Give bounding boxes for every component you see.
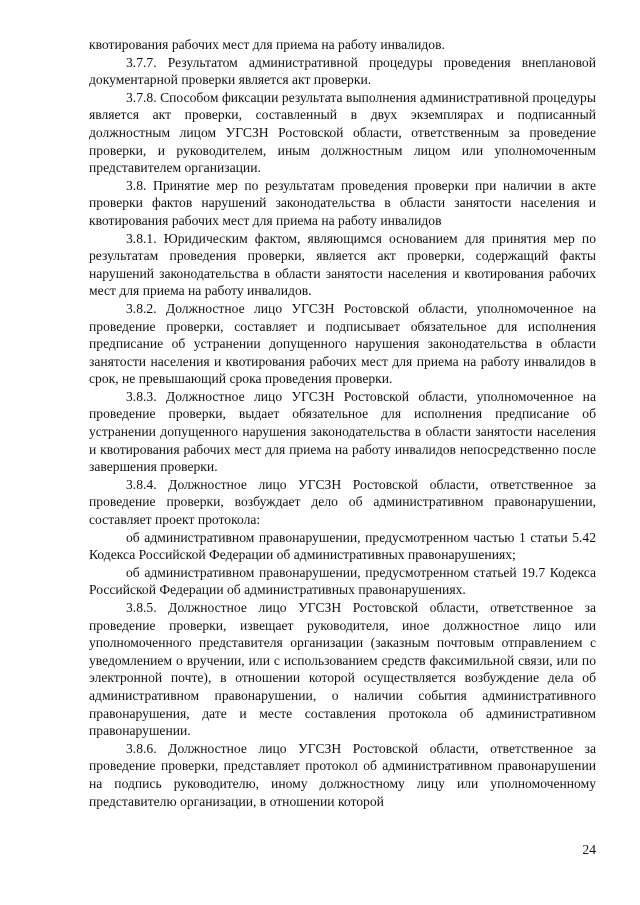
paragraph-3-8-4: 3.8.4. Должностное лицо УГСЗН Ростовской области, ответственное за проведение проверки, возбуждает дело об административном правонарушении, составляет проект протокола: xyxy=(89,476,596,528)
list-item-article-5-42: об административном правонарушении, предусмотренном частью 1 статьи 5.42 Кодекса Российской Федерации об административных правонарушениях; xyxy=(89,529,596,563)
paragraph-3-8-6: 3.8.6. Должностное лицо УГСЗН Ростовской области, ответственное за проведение проверки, представляет протокол об административном правонарушении на подпись руководителю, иному должностному лицу или уполномоченному представителю организации, в отношении которой xyxy=(89,740,596,809)
paragraph-3-7-7: 3.7.7. Результатом административной процедуры проведения внеплановой документарной проверки является акт проверки. xyxy=(89,54,596,88)
paragraph-3-8-1: 3.8.1. Юридическим фактом, являющимся основанием для принятия мер по результатам проведения проверки, является акт проверки, содержащий факты нарушений законодательства в области занятости населения и квотирования рабочих мест для приема на работу инвалидов. xyxy=(89,230,596,299)
paragraph-3-7-8: 3.7.8. Способом фиксации результата выполнения административной процедуры является акт проверки, составленный в двух экземплярах и подписанный должностным лицом УГСЗН Ростовской области, ответственным за проведение проверки, и руководителем, иным должностным лицом или уполномоченным представителем организации. xyxy=(89,89,596,176)
paragraph-3-8-3: 3.8.3. Должностное лицо УГСЗН Ростовской области, уполномоченное на проведение проверки, выдает обязательное для исполнения предписание об устранении допущенного нарушения законодательства в области занятости населения и квотирования рабочих мест для приема на работу инвалидов непосредственно после завершения проверки. xyxy=(89,388,596,475)
paragraph-3-8-2: 3.8.2. Должностное лицо УГСЗН Ростовской области, уполномоченное на проведение проверки, составляет и подписывает обязательное для исполнения предписание об устранении допущенного нарушения законодательства в области занятости населения и квотирования рабочих мест для приема на работу инвалидов в срок, не превышающий срока проведения проверки. xyxy=(89,300,596,387)
paragraph-3-8: 3.8. Принятие мер по результатам проведения проверки при наличии в акте проверки фактов нарушений законодательства в области занятости населения и квотирования рабочих мест для приема на работу инвалидов xyxy=(89,177,596,228)
list-item-article-19-7: об административном правонарушении, предусмотренном статьей 19.7 Кодекса Российской Федерации об административных правонарушениях. xyxy=(89,564,596,598)
page-number: 24 xyxy=(582,842,596,857)
paragraph-3-8-5: 3.8.5. Должностное лицо УГСЗН Ростовской области, ответственное за проведение проверки, извещает руководителя, иное должностное лицо или уполномоченного представителя организации (заказным почтовым отправлением с уведомлением о вручении, или с использованием средств факсимильной связи, или по электронной почте), в отношении которой осуществляется возбуждение дела об административном правонарушении, о наличии события административного правонарушения, дате и месте составления протокола об административном правонарушении. xyxy=(89,600,596,739)
document-body xyxy=(89,36,596,810)
paragraph-continuation: квотирования рабочих мест для приема на работу инвалидов. xyxy=(89,37,445,52)
